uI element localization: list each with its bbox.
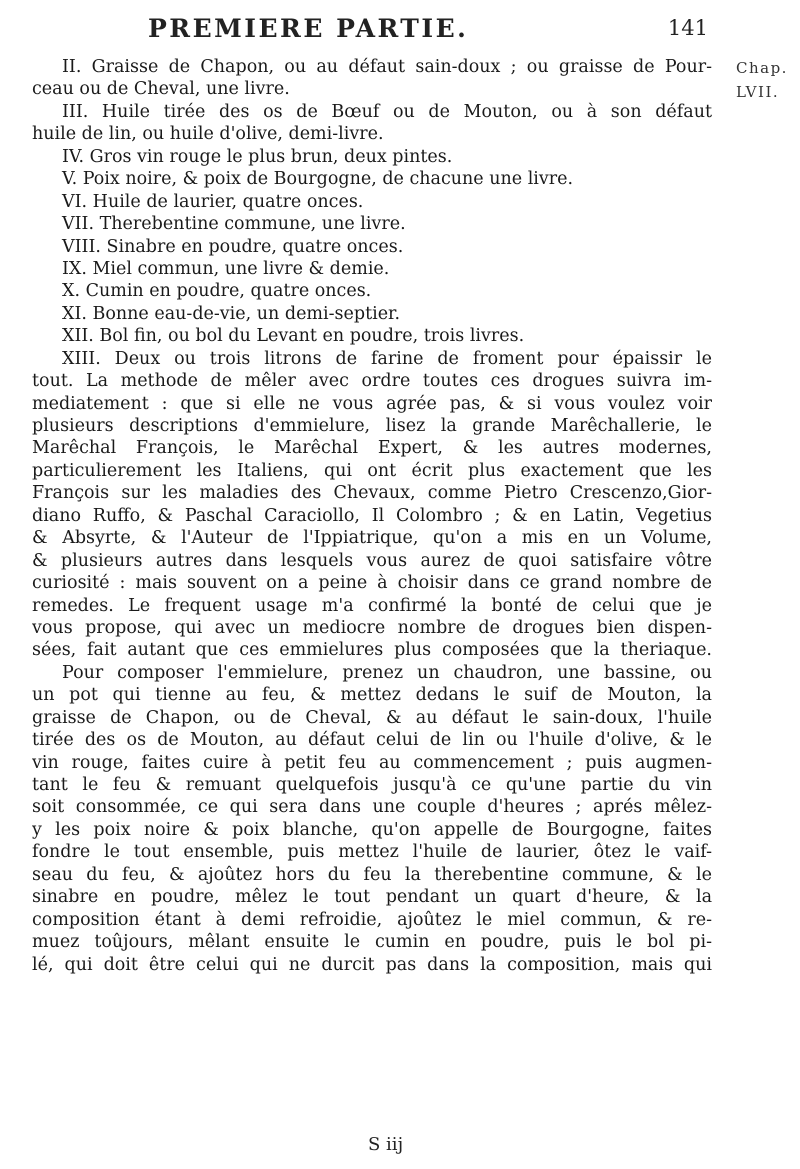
text-line: graisse de Chapon, ou de Cheval, & au défaut le sain-doux, l'huile [32,707,712,728]
text-line: composition étant à demi refroidie, ajoûtez le miel commun, & re- [32,909,712,930]
text-line: & Absyrte, & l'Auteur de l'Ippiatrique, qu'on a mis en un Volume, [32,528,712,549]
text-line: particulierement les Italiens, qui ont écrit plus exactement que les [32,460,712,481]
text-line: vous propose, qui avec un mediocre nombre de drogues bien dispen- [32,617,712,638]
text-line: vin rouge, faites cuire à petit feu au commencement ; puis augmen- [32,752,712,773]
margin-note-line: Chap. [736,59,788,77]
text-line: huile de lin, ou huile d'olive, demi-livre. [32,124,384,145]
text-line: IV. Gros vin rouge le plus brun, deux pintes. [62,146,453,167]
running-head [148,14,708,50]
text-line: VI. Huile de laurier, quatre onces. [62,191,364,212]
text-line: VII. Therebentine commune, une livre. [62,214,406,235]
text-line: Pour composer l'emmielure, prenez un chaudron, une bassine, ou [62,662,712,683]
text-line: y les poix noire & poix blanche, qu'on appelle de Bourgogne, faites [32,819,712,840]
running-title: PREMIERE PARTIE. [148,14,469,43]
text-line: seau du feu, & ajoûtez hors du feu la therebentine commune, & le [32,864,712,885]
signature-mark: S iij [368,1134,404,1155]
text-line: mediatement : que si elle ne vous agrée pas, & si vous voulez voir [32,393,712,414]
margin-note-line: LVII. [736,83,780,101]
body-text [32,56,712,976]
page-number: 141 [667,16,708,40]
text-line: V. Poix noire, & poix de Bourgogne, de chacune une livre. [62,169,574,190]
margin-note-chapter [736,56,796,104]
text-line: fondre le tout ensemble, puis mettez l'huile de laurier, ôtez le vaif- [32,842,712,863]
text-line: XIII. Deux ou trois litrons de farine de froment pour épaissir le [62,348,712,369]
text-line: un pot qui tienne au feu, & mettez dedans le suif de Mouton, la [32,685,712,706]
text-line: tirée des os de Mouton, au défaut celui de lin ou l'huile d'olive, & le [32,730,712,751]
text-line: ceau ou de Cheval, une livre. [32,79,290,100]
text-line: XI. Bonne eau-de-vie, un demi-septier. [62,303,401,324]
text-line: XII. Bol fin, ou bol du Levant en poudre, trois livres. [62,326,525,347]
text-line: lé, qui doit être celui qui ne durcit pas dans la composition, mais qui [32,954,712,975]
text-line: & plusieurs autres dans lesquels vous aurez de quoi satisfaire vôtre [32,550,712,571]
text-line: soit consommée, ce qui sera dans une couple d'heures ; aprés mêlez- [32,797,712,818]
text-line: sinabre en poudre, mêlez le tout pendant un quart d'heure, & la [32,887,712,908]
text-line: Marêchal François, le Marêchal Expert, & les autres modernes, [32,438,712,459]
text-line: IX. Miel commun, une livre & demie. [62,258,390,279]
text-line: curiosité : mais souvent on a peine à choisir dans ce grand nombre de [32,573,712,594]
text-line: remedes. Le frequent usage m'a confirmé la bonté de celui que je [32,595,712,616]
text-line: diano Ruffo, & Paschal Caraciollo, Il Colombro ; & en Latin, Vegetius [32,505,712,526]
text-line: sées, fait autant que ces emmielures plus composées que la theriaque. [32,640,712,661]
text-line: II. Graisse de Chapon, ou au défaut sain-doux ; ou graisse de Pour- [62,57,712,77]
text-line: VIII. Sinabre en poudre, quatre onces. [62,236,404,257]
text-line: X. Cumin en poudre, quatre onces. [62,281,372,302]
text-line: tout. La methode de mêler avec ordre toutes ces drogues suivra im- [32,371,712,392]
text-line: plusieurs descriptions d'emmielure, lisez la grande Marêchallerie, le [32,416,712,436]
text-line: muez toûjours, mêlant ensuite le cumin en poudre, puis le bol pi- [32,932,712,953]
text-line: tant le feu & remuant quelquefois jusqu'à ce qu'une partie du vin [32,775,712,795]
text-line: François sur les maladies des Chevaux, comme Pietro Crescenzo,Gior- [32,483,712,504]
text-line: III. Huile tirée des os de Bœuf ou de Mouton, ou à son défaut [62,101,712,122]
